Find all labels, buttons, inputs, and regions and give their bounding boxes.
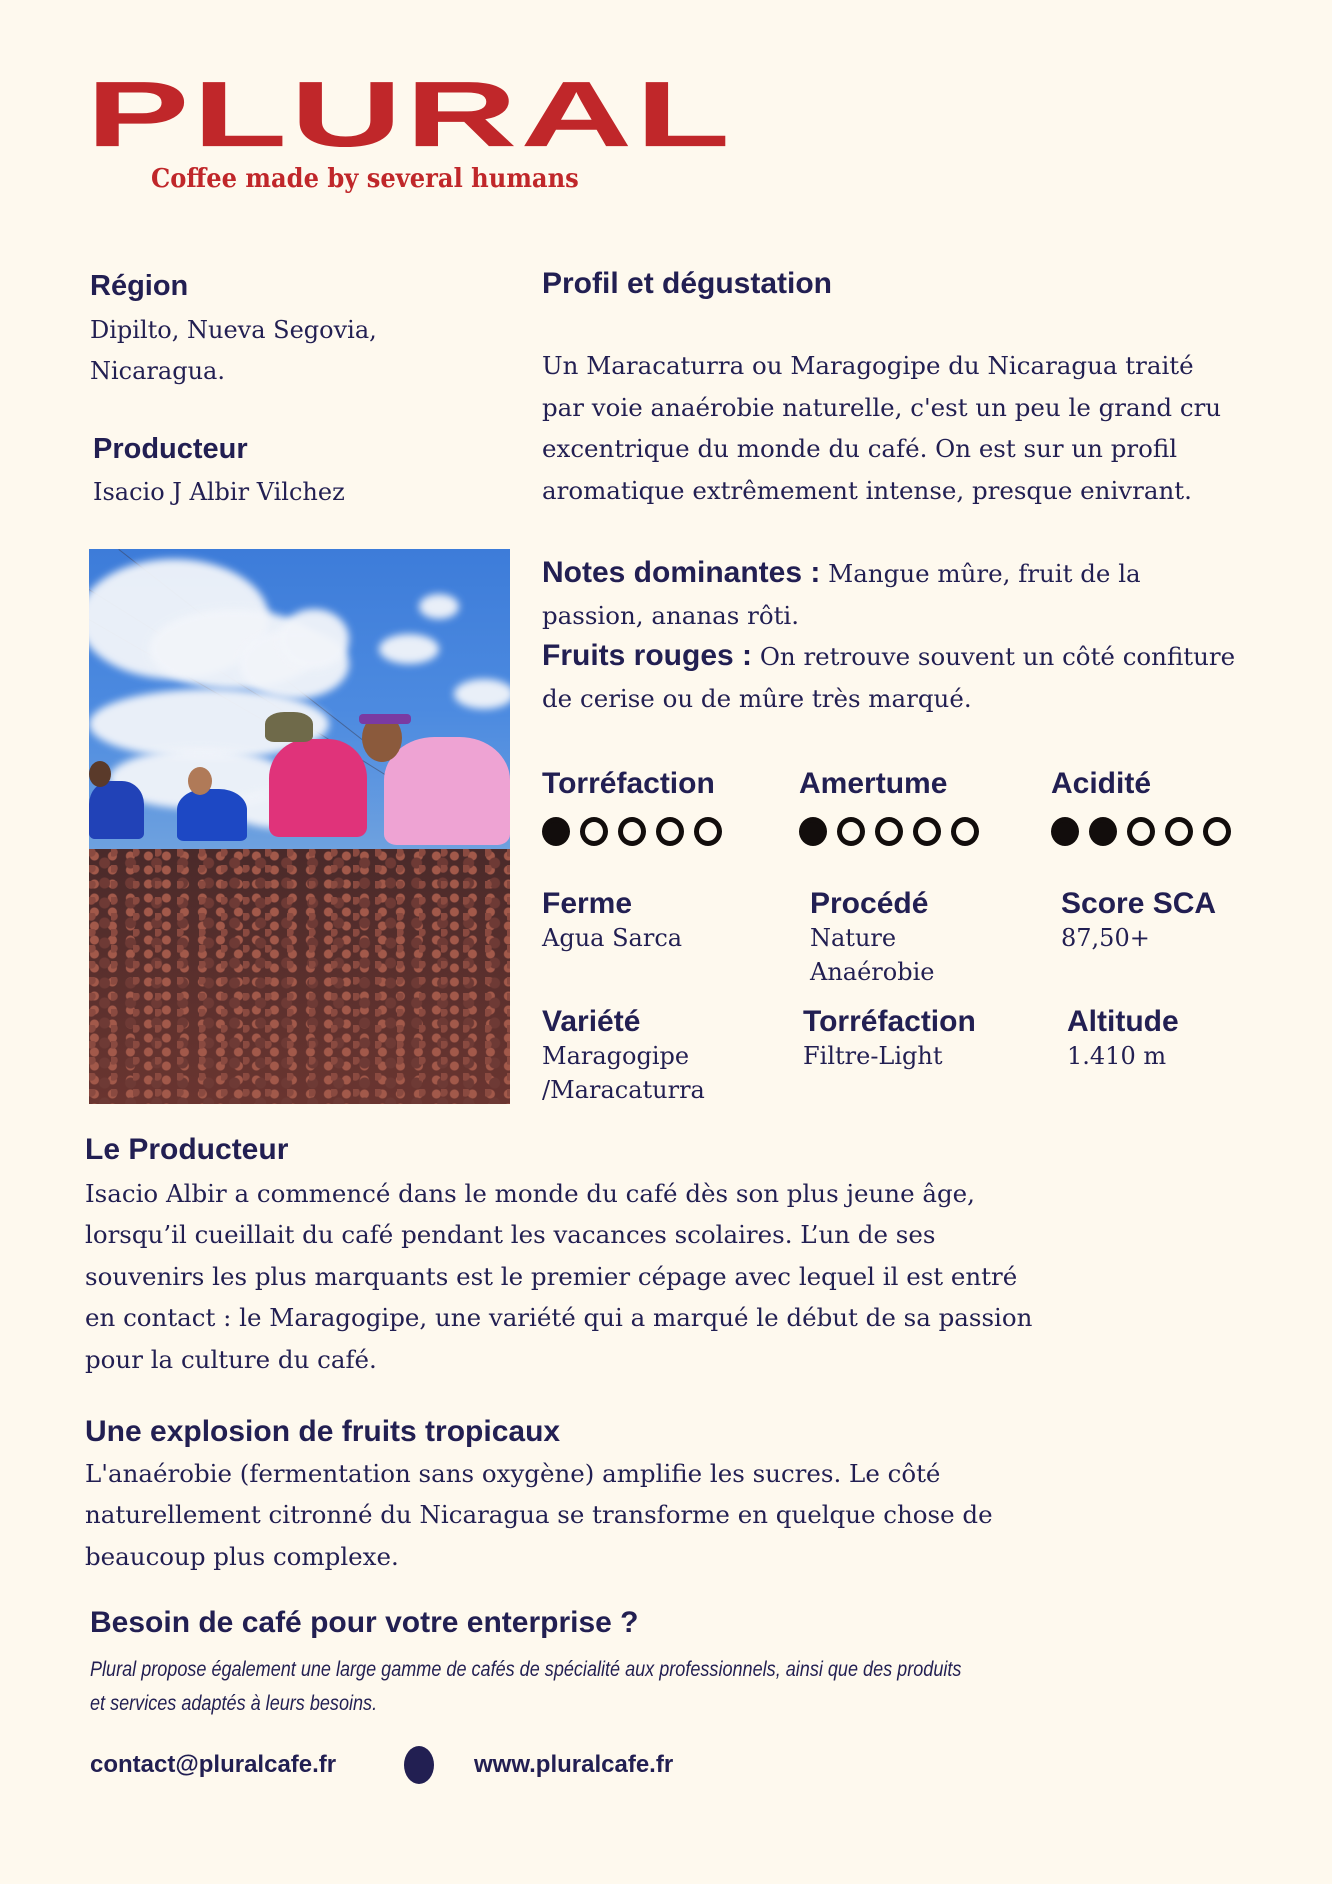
producer-story-line: Isacio Albir a commencé dans le monde du café dès son plus jeune âge, bbox=[85, 1179, 975, 1208]
producer-story-line: souvenirs les plus marquants est le premier cépage avec lequel il est entré bbox=[85, 1261, 1018, 1291]
fruits-text: On retrouve souvent un côté confiture de cerise ou de mûre très marqué. bbox=[542, 642, 1236, 713]
business-title: Besoin de café pour votre enterprise ? bbox=[90, 1606, 639, 1639]
fruits-paragraph bbox=[542, 635, 1242, 719]
farm-photo bbox=[89, 549, 510, 1104]
rating-bitterness bbox=[799, 767, 979, 846]
rating-dot-empty-icon bbox=[913, 817, 941, 846]
spec-altitude-label: Altitude bbox=[1067, 1005, 1179, 1038]
spec-roast-value: Filtre-Light bbox=[803, 1042, 943, 1070]
rating-acidity-dots bbox=[1051, 817, 1231, 846]
rating-roast-dots bbox=[542, 817, 722, 846]
region-label: Région bbox=[90, 270, 189, 302]
spec-roast-label: Torréfaction bbox=[803, 1005, 976, 1038]
region-value-line-1: Dipilto, Nueva Segovia, bbox=[90, 316, 377, 344]
rating-dot-filled-icon bbox=[1089, 817, 1117, 846]
rating-bitterness-label: Amertume bbox=[799, 767, 948, 800]
rating-roast-label: Torréfaction bbox=[542, 767, 715, 800]
rating-dot-filled-icon bbox=[799, 817, 827, 846]
producer-story-line: lorsqu’il cueillait du café pendant les vacances scolaires. L’un de ses bbox=[85, 1220, 936, 1250]
profile-title: Profil et dégustation bbox=[542, 267, 833, 300]
spec-variety-value-line-2: /Maracaturra bbox=[542, 1076, 705, 1104]
rating-bitterness-dots bbox=[799, 817, 979, 846]
spec-altitude bbox=[1067, 1005, 1179, 1073]
rating-dot-filled-icon bbox=[542, 817, 570, 846]
tropical-text bbox=[85, 1453, 1195, 1577]
spec-farm-label: Ferme bbox=[542, 887, 633, 920]
tropical-line: beaucoup plus complexe. bbox=[85, 1541, 399, 1571]
rating-dot-empty-icon bbox=[694, 817, 722, 846]
producer-story-title: Le Producteur bbox=[85, 1133, 289, 1166]
rating-roast bbox=[542, 767, 722, 846]
separator-dot-icon bbox=[404, 1746, 434, 1784]
spec-process-value-line-1: Nature bbox=[810, 924, 897, 952]
producer-story-line: en contact : le Maragogipe, une variété qui a marqué le début de sa passion bbox=[85, 1303, 1033, 1333]
business-line-2: et services adaptés à leurs besoins. bbox=[90, 1692, 378, 1715]
spec-altitude-value: 1.410 m bbox=[1067, 1042, 1167, 1070]
spec-variety-value-line-1: Maragogipe bbox=[542, 1042, 690, 1070]
spec-farm bbox=[542, 887, 682, 955]
fruits-label: Fruits rouges : bbox=[542, 639, 753, 672]
contact-email-link[interactable]: contact@pluralcafe.fr bbox=[90, 1751, 337, 1778]
business-line-1: Plural propose également une large gamme de cafés de spécialité aux professionnels, ainsi que des produits bbox=[90, 1658, 962, 1681]
tropical-title: Une explosion de fruits tropicaux bbox=[85, 1415, 561, 1448]
notes-text: Mangue mûre, fruit de la passion, ananas rôti. bbox=[542, 559, 1141, 630]
rating-dot-empty-icon bbox=[1127, 817, 1155, 846]
producer-story-line: pour la culture du café. bbox=[85, 1344, 377, 1374]
spec-score bbox=[1061, 887, 1216, 955]
spec-variety bbox=[542, 1005, 705, 1107]
notes-label: Notes dominantes : bbox=[542, 556, 821, 589]
rating-dot-empty-icon bbox=[875, 817, 903, 846]
notes-paragraph bbox=[542, 552, 1242, 636]
rating-acidity bbox=[1051, 767, 1231, 846]
tropical-line: naturellement citronné du Nicaragua se transforme en quelque chose de bbox=[85, 1500, 993, 1530]
profile-description: Un Maracaturra ou Maragogipe du Nicaragua traité par voie anaérobie naturelle, c'est un peu le grand cru excentrique du monde du café. On est sur un profil aromatique extrêmement intense, presque enivrant. bbox=[542, 351, 1222, 505]
rating-dot-empty-icon bbox=[837, 817, 865, 846]
spec-score-label: Score SCA bbox=[1061, 887, 1217, 920]
rating-acidity-label: Acidité bbox=[1051, 767, 1152, 800]
spec-score-value: 87,50+ bbox=[1061, 924, 1150, 952]
producer-value: Isacio J Albir Vilchez bbox=[93, 478, 345, 506]
rating-dot-empty-icon bbox=[1203, 817, 1231, 846]
producer-label: Producteur bbox=[93, 433, 248, 465]
spec-farm-value: Agua Sarca bbox=[542, 924, 683, 952]
rating-dot-empty-icon bbox=[618, 817, 646, 846]
tropical-line: L'anaérobie (fermentation sans oxygène) amplifie les sucres. Le côté bbox=[85, 1459, 941, 1488]
website-link[interactable]: www.pluralcafe.fr bbox=[474, 1751, 674, 1778]
spec-roast bbox=[803, 1005, 976, 1073]
producer-story-text bbox=[85, 1173, 1195, 1380]
region-value-line-2: Nicaragua. bbox=[90, 357, 225, 385]
spec-process-label: Procédé bbox=[810, 887, 929, 920]
rating-dot-filled-icon bbox=[1051, 817, 1079, 846]
spec-variety-label: Variété bbox=[542, 1005, 641, 1038]
rating-dot-empty-icon bbox=[1165, 817, 1193, 846]
rating-dot-empty-icon bbox=[656, 817, 684, 846]
rating-dot-empty-icon bbox=[580, 817, 608, 846]
brand-tagline: Coffee made by several humans bbox=[151, 164, 579, 194]
plural-logo: PLURAL bbox=[86, 62, 734, 167]
spec-process-value-line-2: Anaérobie bbox=[810, 958, 935, 986]
rating-dot-empty-icon bbox=[951, 817, 979, 846]
spec-process bbox=[810, 887, 934, 989]
